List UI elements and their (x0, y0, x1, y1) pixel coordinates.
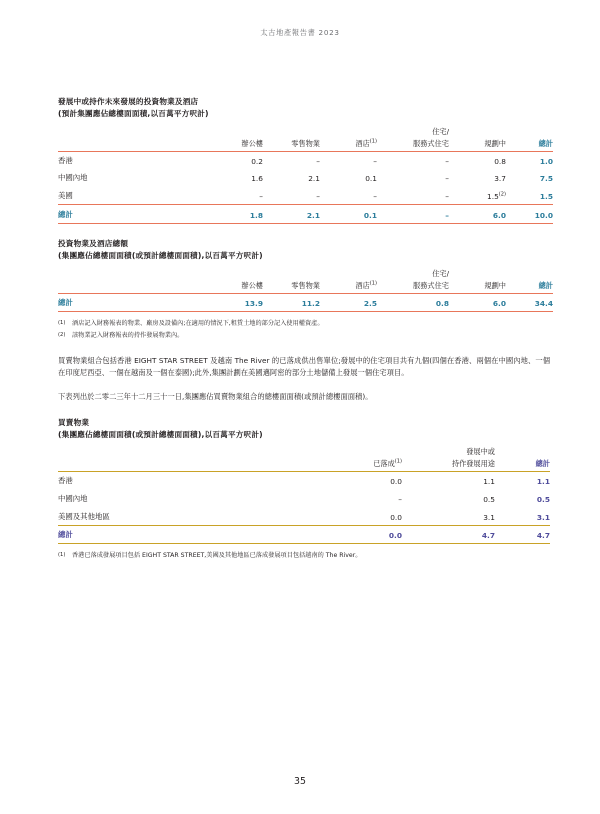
table-development-investment-properties-hotels (58, 127, 553, 224)
footnote-text: 香港已落成發展項目包括 EIGHT STAR STREET,美國及其他地區已落成發展項目包括越南的 The River。 (72, 552, 362, 560)
table-1-row-0-office: 0.2 (251, 156, 263, 166)
table-2-col-office: 辦公樓 (206, 281, 263, 294)
section-3-footnotes (58, 551, 550, 561)
table-3-col-underdev-line1: 發展中或 (466, 447, 495, 457)
table-2-spacer-6 (506, 269, 553, 281)
table-3-row-1-completed: – (398, 495, 402, 504)
table-row (58, 472, 550, 490)
body-paragraph-1: 買賣物業組合包括香港 EIGHT STAR STREET 及越南 The River 的已落成供出售單位;發展中的住宅項目共有九個(四個在香港、兩個在中國內地、一個在印度尼西亞、一個在越南及一個在泰國);此外,集團計劃在美國邁阿密的部分土地儲備上發展一個住宅項目。 (58, 355, 550, 378)
table-1-col-residential: 服務式住宅 (377, 139, 449, 152)
table-1-row-2-residential: – (445, 192, 449, 202)
table-2-spacer-3 (263, 269, 320, 281)
table-2-body (58, 293, 553, 312)
table-2-col-hotel (320, 281, 377, 294)
table-1-col-label (58, 139, 206, 152)
table-3-col-completed-label: 已落成 (373, 459, 395, 469)
table-3-row-2-completed: 0.0 (390, 512, 402, 522)
table-1-row-2-office: – (259, 192, 263, 202)
table-3-superhead-row (58, 447, 550, 459)
table-3-row-0-completed: 0.0 (390, 477, 402, 487)
table-3-body (58, 472, 550, 544)
table-1-spacer-1 (58, 127, 206, 139)
running-header: 太古地產報告書 2023 (260, 28, 340, 37)
table-1-row-1-office: 1.6 (251, 174, 263, 184)
table-1-total-residential: – (377, 205, 449, 224)
table-2-head (58, 269, 553, 294)
table-3-total-row (58, 525, 550, 544)
table-1-spacer-4 (320, 127, 377, 139)
table-1-body (58, 151, 553, 223)
table-3-row-1-underdev: 0.5 (483, 495, 495, 504)
table-1-row-0-residential: – (445, 156, 449, 166)
table-3-col-underdev: 持作發展用途 (402, 459, 495, 472)
table-2-spacer-4 (320, 269, 377, 281)
table-3-col-total: 總計 (495, 459, 550, 472)
table-3-total-underdev: 4.7 (402, 525, 495, 544)
table-1-total-label: 總計 (58, 205, 206, 224)
table-3-row-1-label: 中國內地 (58, 494, 88, 503)
page-number: 35 (294, 776, 306, 787)
table-1-row-2-label: 美國 (58, 191, 73, 201)
table-3-spacer-3 (495, 447, 550, 459)
table-1-spacer-3 (263, 127, 320, 139)
table-1-col-office: 辦公樓 (206, 139, 263, 152)
table-2-spacer-1 (58, 269, 206, 281)
table-3-col-completed (328, 459, 402, 472)
table-2-total-total: 34.4 (506, 293, 553, 312)
table-2-spacer-5 (449, 269, 506, 281)
table-row (58, 507, 550, 525)
table-1-spacer-2 (206, 127, 263, 139)
table-3-total-label: 總計 (58, 525, 328, 544)
table-1-row-0-hotel: – (373, 156, 377, 166)
section-3-subtitle: (集團應佔總樓面面積(或預計總樓面面積),以百萬平方呎計) (58, 429, 263, 439)
section-3-title: 買賣物業 (58, 417, 90, 427)
table-1-header-row (58, 139, 553, 152)
footnote-marker: (2) (58, 331, 66, 338)
table-1-spacer-6 (506, 127, 553, 139)
table-2-superhead-row (58, 269, 553, 281)
table-1-total-office: 1.8 (206, 205, 263, 224)
footnote-marker: (1) (58, 319, 66, 326)
table-3-header-row (58, 459, 550, 472)
table-1-col-total: 總計 (506, 139, 553, 152)
table-1-row-1-hotel: 0.1 (365, 174, 377, 184)
table-2-total-row (58, 293, 553, 312)
table-row (58, 151, 553, 169)
table-1-row-1-planning: 3.7 (494, 174, 506, 184)
table-1-total-retail: 2.1 (263, 205, 320, 224)
table-1-col-hotel (320, 139, 377, 152)
section-2-title: 投資物業及酒店總額 (58, 238, 129, 248)
table-row (58, 187, 553, 205)
table-1-col-residential-line1: 住宅/ (432, 126, 449, 136)
section-1-subtitle: (預計集團應佔總樓面面積,以百萬平方呎計) (58, 109, 209, 119)
table-1-col-planning: 規劃中 (449, 139, 506, 152)
table-2-col-residential: 服務式住宅 (377, 281, 449, 294)
table-2-col-label (58, 281, 206, 294)
table-2-total-planning: 6.0 (449, 293, 506, 312)
table-2-spacer-2 (206, 269, 263, 281)
table-1-spacer-5 (449, 127, 506, 139)
footnote-item (58, 319, 550, 329)
table-3-col-label (58, 459, 328, 472)
table-2-col-planning: 規劃中 (449, 281, 506, 294)
footnote-text: 酒店記入財務報表的物業、廠房及設備內;在適用的情況下,租賃土地的部分記入使用權資產。 (72, 320, 324, 328)
table-1-row-0-planning: 0.8 (494, 156, 506, 166)
table-1-head (58, 127, 553, 152)
table-3-row-0-label: 香港 (58, 476, 73, 486)
table-1-row-2-planning (449, 187, 506, 205)
table-1-row-1-retail: 2.1 (308, 174, 320, 184)
table-2-col-retail: 零售物業 (263, 281, 320, 294)
footnote-item (58, 331, 550, 341)
table-1-total-row (58, 205, 553, 224)
table-2-col-residential-line1: 住宅/ (432, 268, 449, 278)
table-1-row-0-retail: – (316, 156, 320, 166)
table-1-row-2-total: 1.5 (539, 192, 553, 202)
table-row (58, 490, 550, 508)
table-3-total-completed: 0.0 (328, 525, 402, 544)
table-1-row-2-planning-footnote-mark: (2) (498, 191, 506, 198)
page-content (58, 96, 553, 564)
table-1-row-1-label: 中國內地 (58, 173, 88, 183)
table-3-row-2-underdev: 3.1 (483, 512, 495, 522)
table-3-total-total: 4.7 (495, 525, 550, 544)
table-3-row-2-total: 3.1 (536, 512, 550, 522)
table-1-total-hotel: 0.1 (320, 205, 377, 224)
table-3-head (58, 447, 550, 472)
table-3-spacer-2 (328, 447, 402, 459)
table-1-total-planning: 6.0 (449, 205, 506, 224)
table-2-total-hotel: 2.5 (320, 293, 377, 312)
table-1-col-hotel-label: 酒店 (355, 138, 370, 148)
footnote-text: 該物業記入財務報表的持作發展物業內。 (72, 332, 184, 340)
table-3-row-1-total: 0.5 (536, 495, 550, 504)
section-2-footnotes (58, 319, 550, 341)
body-paragraph-2: 下表列出於二零二三年十二月三十一日,集團應佔買賣物業組合的總樓面面積(或預計總樓面面積)。 (58, 391, 373, 401)
table-1-superhead-row (58, 127, 553, 139)
table-2-total-label: 總計 (58, 293, 206, 312)
table-2-col-hotel-footnote-mark: (1) (369, 280, 377, 287)
table-total-investment-properties-hotels (58, 269, 553, 313)
table-1-row-2-retail: – (316, 192, 320, 202)
table-1-total-total: 10.0 (506, 205, 553, 224)
table-2-header-row (58, 281, 553, 294)
table-2-total-office: 13.9 (206, 293, 263, 312)
table-1-row-0-total: 1.0 (539, 156, 553, 166)
section-1-heading (58, 96, 550, 121)
table-3-col-completed-footnote-mark: (1) (394, 458, 402, 465)
table-1-row-1-residential: – (445, 174, 449, 184)
table-row (58, 169, 553, 187)
table-1-col-retail: 零售物業 (263, 139, 320, 152)
table-3-row-0-total: 1.1 (536, 477, 550, 487)
table-3-row-0-underdev: 1.1 (483, 477, 495, 487)
table-1-row-2-planning-value: 1.5 (487, 192, 499, 202)
footnote-marker: (1) (58, 551, 66, 558)
table-2-col-total: 總計 (506, 281, 553, 294)
table-1-row-0-label: 香港 (58, 155, 73, 165)
table-2-total-retail: 11.2 (263, 293, 320, 312)
table-1-row-1-total: 7.5 (539, 174, 553, 184)
table-trading-properties (58, 447, 550, 544)
section-3-heading (58, 417, 550, 442)
table-1-col-hotel-footnote-mark: (1) (369, 138, 377, 145)
section-2-subtitle: (集團應佔總樓面面積(或預計總樓面面積),以百萬平方呎計) (58, 251, 263, 261)
table-3-row-2-label: 美國及其他地區 (58, 511, 110, 521)
table-2-col-hotel-label: 酒店 (355, 280, 370, 290)
table-1-row-2-hotel: – (373, 192, 377, 202)
table-3-spacer-1 (58, 447, 328, 459)
table-2-total-residential: 0.8 (377, 293, 449, 312)
section-2-heading (58, 238, 550, 263)
footnote-item (58, 551, 550, 561)
section-1-title: 發展中或持作未來發展的投資物業及酒店 (58, 97, 199, 106)
